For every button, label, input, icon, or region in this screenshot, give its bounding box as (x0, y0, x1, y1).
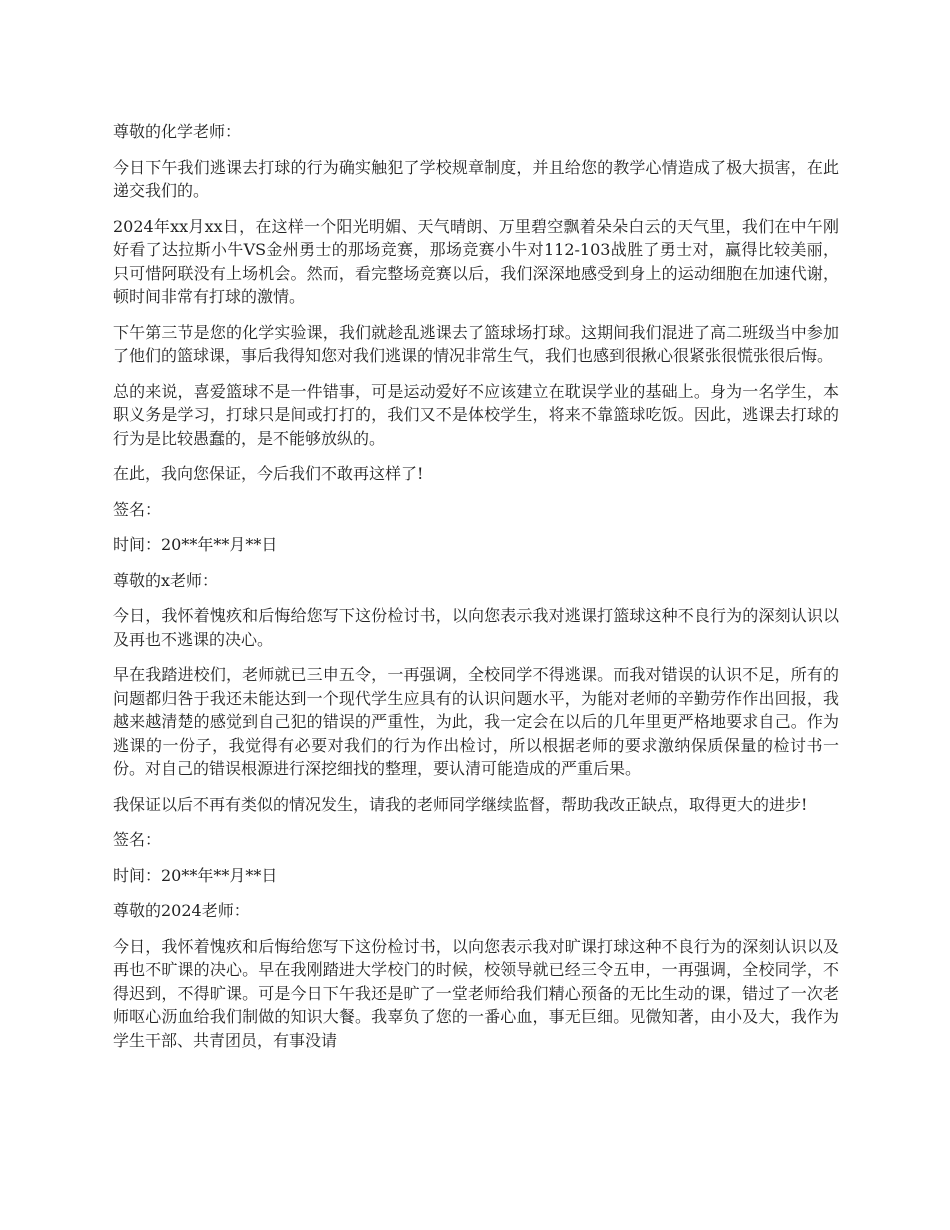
document-body (113, 120, 839, 1064)
greeting-2024-teacher: 尊敬的2024老师： (113, 901, 250, 920)
paragraph: 2024年xx月xx日，在这样一个阳光明媚、天气晴朗、万里碧空飘着朵朵白云的天气里，我们在中午刚好看了达拉斯小牛VS金州勇士的那场竞赛，那场竞赛小牛对112-103战胜了勇士对，赢得比较美丽，只可惜阿联没有上场机会。然而，看完整场竞赛以后，我们深深地感受到身上的运动细胞在加速代谢，顿时间非常有打球的激情。 (113, 216, 839, 306)
paragraph: 在此，我向您保证，今后我们不敢再这样了! (113, 464, 424, 483)
paragraph: 下午第三节是您的化学实验课，我们就趁乱逃课去了篮球场打球。这期间我们混进了高二班级当中参加了他们的篮球课，事后我得知您对我们逃课的情况非常生气，我们也感到很揪心很紧张很慌张很后悔。 (113, 322, 839, 365)
date-line: 时间：20**年**月**日 (113, 535, 278, 554)
paragraph: 总的来说，喜爱篮球不是一件错事，可是运动爱好不应该建立在耽误学业的基础上。身为一名学生，本职义务是学习，打球只是间或打打的，我们又不是体校学生，将来不靠篮球吃饭。因此，逃课去打球的行为是比较愚蠢的，是不能够放纵的。 (113, 381, 839, 448)
paragraph: 我保证以后不再有类似的情况发生，请我的老师同学继续监督，帮助我改正缺点，取得更大的进步! (113, 794, 808, 814)
date-line: 时间：20**年**月**日 (113, 865, 278, 885)
paragraph: 早在我踏进校们，老师就已三申五令，一再强调，全校同学不得逃课。而我对错误的认识不足，所有的问题都归咎于我还未能达到一个现代学生应具有的认识问题水平，为能对老师的辛勤劳作作出回报，我越来越清楚的感觉到自己犯的错误的严重性，为此，我一定会在以后的几年里更严格地要求自己。作为逃课的一份子，我觉得有必要对我们的行为作出检讨，所以根据老师的要求激纳保质保量的检讨书一份。对自己的错误根源进行深挖细找的整理，要认清可能造成的严重后果。 (113, 665, 839, 778)
greeting-x-teacher: 尊敬的x老师： (113, 570, 219, 590)
greeting-chemistry-teacher: 尊敬的化学老师： (113, 122, 242, 141)
paragraph: 今日，我怀着愧疚和后悔给您写下这份检讨书，以向您表示我对逃课打篮球这种不良行为的深刻认识以及再也不逃课的决心。 (113, 606, 839, 649)
signature-line: 签名： (113, 830, 162, 849)
paragraph: 今日，我怀着愧疚和后悔给您写下这份检讨书，以向您表示我对旷课打球这种不良行为的深刻认识以及再也不旷课的决心。早在我刚踏进大学校门的时候，校领导就已经三令五申，一再强调，全校同学，不得迟到，不得旷课。可是今日下午我还是旷了一堂老师给我们精心预备的无比生动的课，错过了一次老师呕心沥血给我们制做的知识大餐。我辜负了您的一番心血，事无巨细。见微知著，由小及大，我作为学生干部、共青团员，有事没请 (113, 936, 839, 1050)
signature-line: 签名： (113, 499, 162, 519)
paragraph: 今日下午我们逃课去打球的行为确实触犯了学校规章制度，并且给您的教学心情造成了极大损害，在此递交我们的。 (113, 157, 839, 200)
